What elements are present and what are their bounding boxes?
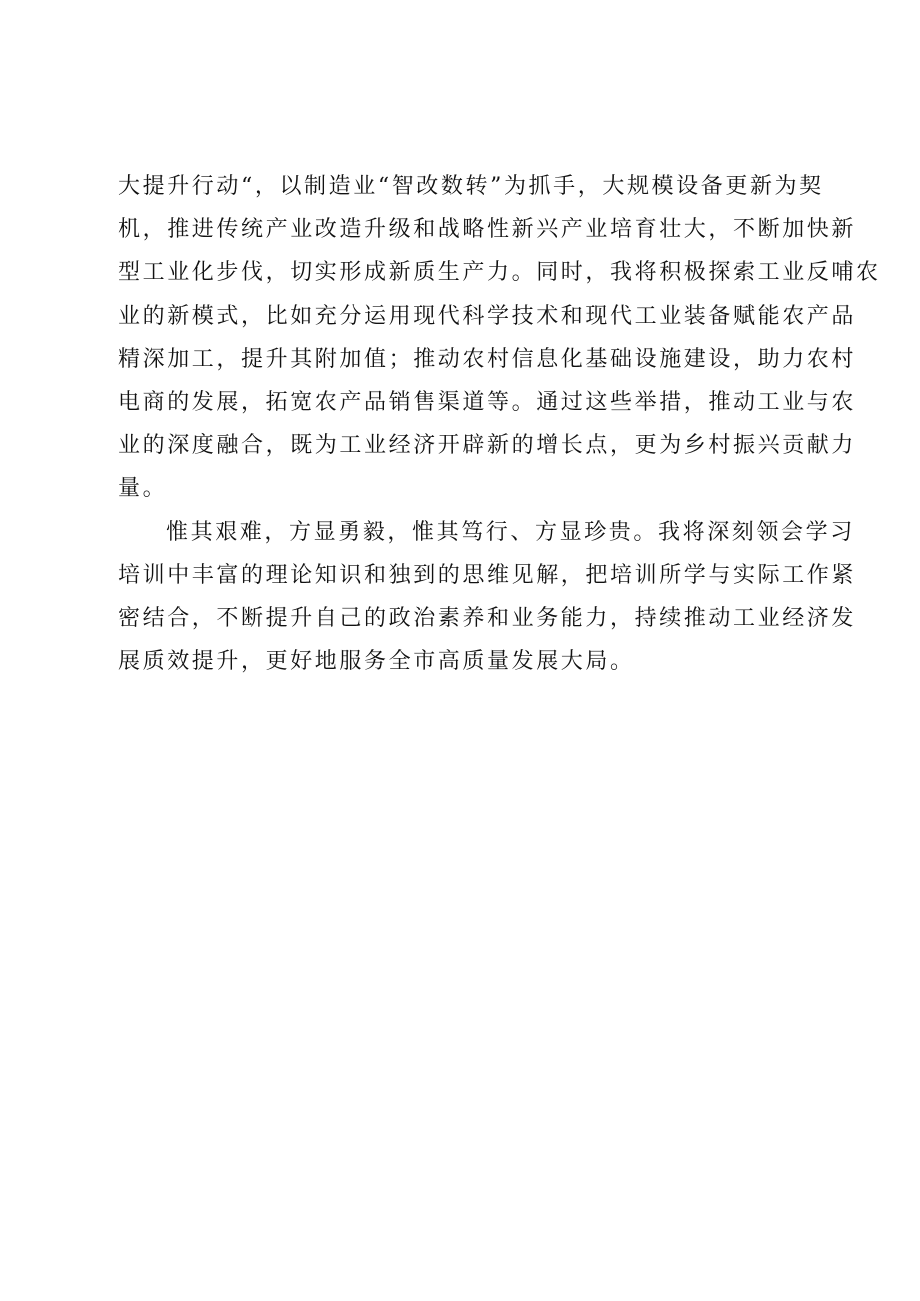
text-line: 量。: [118, 476, 168, 502]
text-line: 电商的发展，拓宽农产品销售渠道等。通过这些举措，推动工业与农: [118, 389, 857, 415]
text-line: 展质效提升，更好地服务全市高质量发展大局。: [118, 649, 635, 675]
paragraph-continuation: [118, 165, 881, 511]
text-line: 大提升行动“，以制造业“智改数转”为抓手，大规模设备更新为契: [118, 174, 824, 199]
text-line: 型工业化步伐，切实形成新质生产力。同时，我将积极探索工业反哺农: [118, 260, 881, 286]
text-line: 惟其艰难，方显勇毅，惟其笃行、方显珍贵。我将深刻领会学习: [166, 519, 855, 545]
paragraph-conclusion: [118, 511, 857, 684]
text-line: 培训中丰富的理论知识和独到的思维见解，把培训所学与实际工作紧: [118, 562, 857, 588]
document-body: [118, 165, 881, 683]
text-line: 业的新模式，比如充分运用现代科学技术和现代工业装备赋能农产品: [118, 303, 857, 329]
text-line: 业的深度融合，既为工业经济开辟新的增长点，更为乡村振兴贡献力: [118, 433, 857, 459]
text-line: 密结合，不断提升自己的政治素养和业务能力，持续推动工业经济发: [118, 605, 857, 631]
text-line: 机，推进传统产业改造升级和战略性新兴产业培育壮大，不断加快新: [118, 217, 857, 243]
text-line: 精深加工，提升其附加值；推动农村信息化基础设施建设，助力农村: [118, 346, 857, 372]
